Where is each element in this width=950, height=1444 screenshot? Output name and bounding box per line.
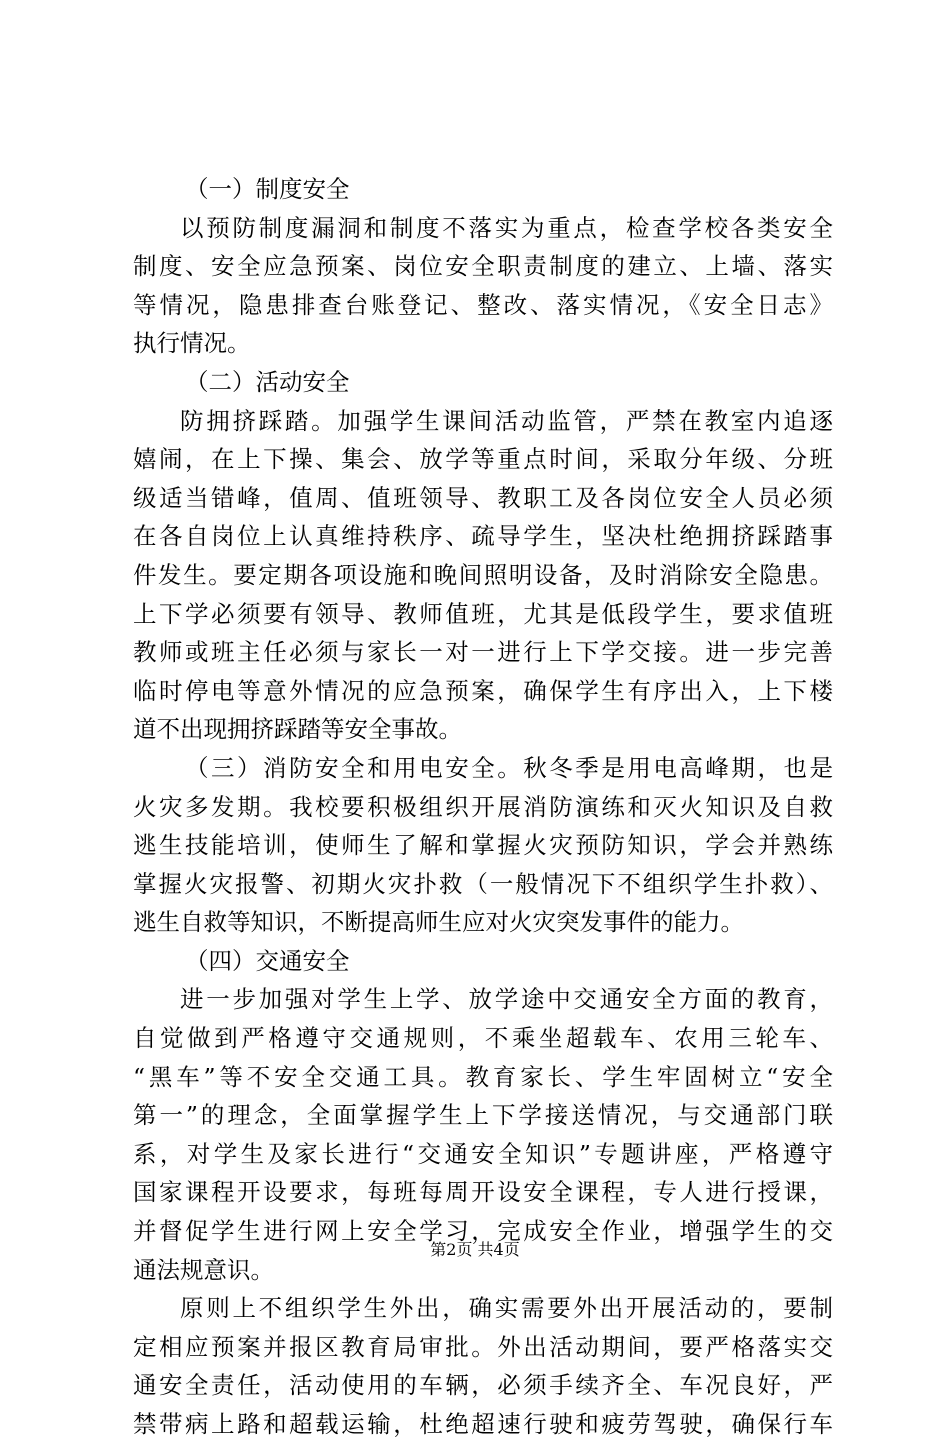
text-line: 国家课程开设要求，每班每周开设安全课程，专人进行授课， xyxy=(133,1178,833,1207)
text-line: 件发生。要定期各项设施和晚间照明设备，及时消除安全隐患。 xyxy=(133,560,833,589)
text-line: 逃生自救等知识，不断提高师生应对火灾突发事件的能力。 xyxy=(133,908,744,937)
text-line: 在各自岗位上认真维持秩序、疏导学生，坚决杜绝拥挤踩踏事 xyxy=(133,522,833,551)
text-line: 并督促学生进行网上安全学习，完成安全作业，增强学生的交 xyxy=(133,1217,833,1246)
text-line: 临时停电等意外情况的应急预案，确保学生有序出入，上下楼 xyxy=(133,676,833,705)
text-line: 道不出现拥挤踩踏等安全事故。 xyxy=(133,715,462,744)
text-line: 通安全责任，活动使用的车辆，必须手续齐全、车况良好，严 xyxy=(133,1371,833,1400)
text-line: 教师或班主任必须与家长一对一进行上下学交接。进一步完善 xyxy=(133,638,833,667)
text-line: 自觉做到严格遵守交通规则，不乘坐超载车、农用三轮车、 xyxy=(133,1024,833,1053)
text-line: 嬉闹，在上下操、集会、放学等重点时间，采取分年级、分班 xyxy=(133,445,833,474)
page-number-footer: 第2页 共4页 xyxy=(430,1240,520,1259)
text-line: 逃生技能培训，使师生了解和掌握火灾预防知识，学会并熟练 xyxy=(133,831,833,860)
text-line: 进一步加强对学生上学、放学途中交通安全方面的教育， xyxy=(180,985,833,1014)
text-line: 第一”的理念，全面掌握学生上下学接送情况，与交通部门联 xyxy=(133,1101,833,1130)
text-line: 原则上不组织学生外出，确实需要外出开展活动的，要制 xyxy=(180,1294,833,1323)
text-line: 执行情况。 xyxy=(133,329,251,358)
text-line: 上下学必须要有领导、教师值班，尤其是低段学生，要求值班 xyxy=(133,599,833,628)
text-line: 掌握火灾报警、初期火灾扑救（一般情况下不组织学生扑救）、 xyxy=(133,869,833,898)
text-line: （三）消防安全和用电安全。秋冬季是用电高峰期，也是 xyxy=(185,753,833,782)
text-line: 以预防制度漏洞和制度不落实为重点，检查学校各类安全 xyxy=(180,213,833,242)
text-line: （四）交通安全 xyxy=(185,946,350,975)
text-line: 通法规意识。 xyxy=(133,1255,274,1284)
text-line: 定相应预案并报区教育局审批。外出活动期间，要严格落实交 xyxy=(133,1332,833,1361)
text-line: 级适当错峰，值周、值班领导、教职工及各岗位安全人员必须 xyxy=(133,483,833,512)
text-line: 防拥挤踩踏。加强学生课间活动监管，严禁在教室内追逐 xyxy=(180,406,833,435)
text-line: （一）制度安全 xyxy=(185,175,350,203)
text-line: 禁带病上路和超载运输，杜绝超速行驶和疲劳驾驶，确保行车 xyxy=(133,1410,833,1438)
text-line: （二）活动安全 xyxy=(185,367,350,396)
text-line: 系，对学生及家长进行“交通安全知识”专题讲座，严格遵守 xyxy=(133,1139,833,1168)
text-line: 等情况，隐患排查台账登记、整改、落实情况，《安全日志》 xyxy=(133,290,833,319)
text-line: 制度、安全应急预案、岗位安全职责制度的建立、上墙、落实 xyxy=(133,252,833,281)
text-line: “黑车”等不安全交通工具。教育家长、学生牢固树立“安全 xyxy=(133,1062,833,1091)
text-line: 火灾多发期。我校要积极组织开展消防演练和灭火知识及自救 xyxy=(133,792,833,821)
